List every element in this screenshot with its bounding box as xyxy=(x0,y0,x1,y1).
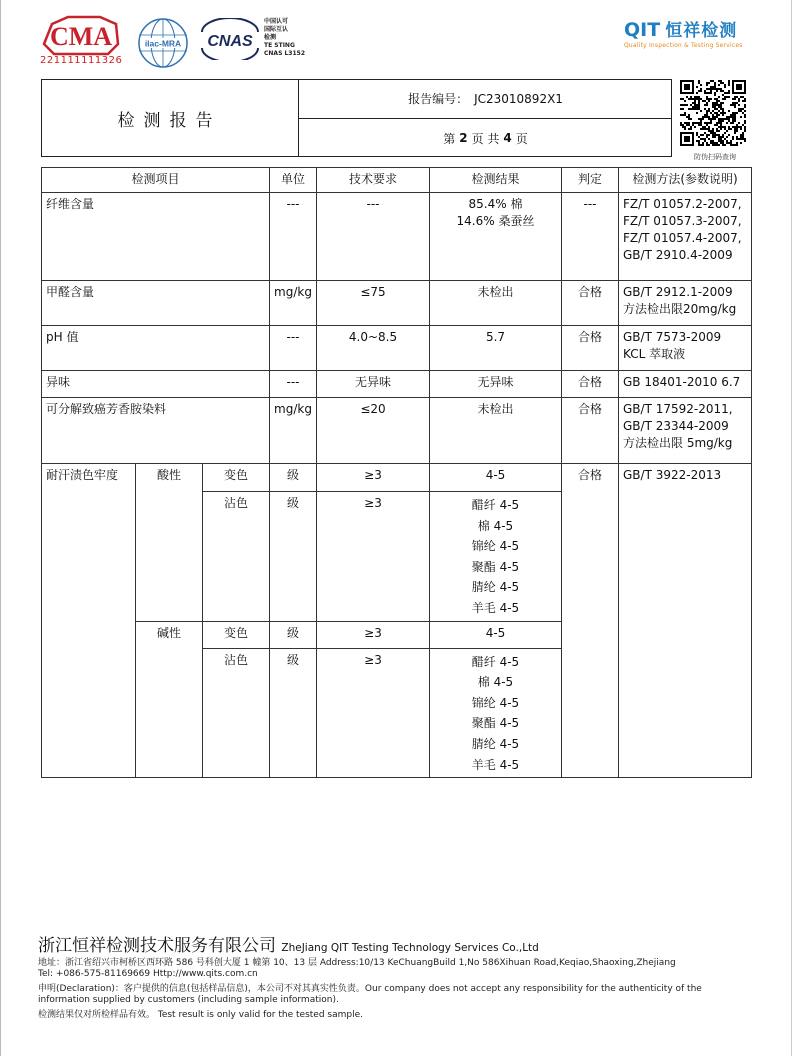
qr-code-icon[interactable] xyxy=(680,80,746,146)
method-line: GB/T 7573-2009 xyxy=(623,330,722,344)
cell-requirement: ≥3 xyxy=(317,648,430,778)
table-header-row xyxy=(42,168,752,193)
cnas-caption-line: TE STING xyxy=(264,42,295,49)
page-indicator-post: 页 xyxy=(515,131,528,146)
cell-item: 异味 xyxy=(42,371,270,398)
cell-subgroup: 碱性 xyxy=(136,621,203,778)
result-line: 棉 4-5 xyxy=(477,675,514,690)
cell-item: 甲醛含量 xyxy=(42,281,270,326)
cell-result: 未检出 xyxy=(430,281,562,326)
footer-contact: Tel: +086-575-81169669 Http://www.qits.com.cn xyxy=(38,969,258,979)
cnas-caption-line: CNAS L3152 xyxy=(264,50,306,57)
ilac-logo-text: ilac-MRA xyxy=(144,38,182,49)
cell-requirement: ≤75 xyxy=(317,281,430,326)
cnas-caption-line: 国际互认 xyxy=(264,26,289,33)
ilac-mra-logo xyxy=(137,17,189,69)
page-indicator-mid: 页 共 xyxy=(471,131,500,146)
result-line: 聚酯 4-5 xyxy=(471,559,520,574)
result-line: 聚酯 4-5 xyxy=(471,716,520,731)
header-method: 检测方法(参数说明) xyxy=(619,168,752,193)
cell-judgement: 合格 xyxy=(562,464,619,778)
cell-judgement: 合格 xyxy=(562,371,619,398)
header-judgement: 判定 xyxy=(562,168,619,193)
qr-caption: 防伪扫码查询 xyxy=(694,153,736,161)
cell-unit: 级 xyxy=(270,464,317,492)
cell-unit: 级 xyxy=(270,621,317,648)
qit-brand-letters: QIT xyxy=(624,19,661,41)
cell-requirement: 4.0~8.5 xyxy=(317,326,430,371)
method-line: 方法检出限20mg/kg xyxy=(623,302,737,316)
page-current: 2 xyxy=(459,131,468,145)
cell-method xyxy=(619,193,752,281)
cell-unit: --- xyxy=(270,326,317,371)
table-row xyxy=(42,398,752,464)
result-line: 羊毛 4-5 xyxy=(471,757,520,772)
cell-item: 耐汗渍色牢度 xyxy=(42,464,136,778)
report-number xyxy=(299,79,672,119)
cnas-caption xyxy=(264,18,305,58)
method-line: GB/T 23344-2009 xyxy=(623,419,729,433)
method-line: FZ/T 01057.2-2007, xyxy=(623,197,742,211)
page-indicator xyxy=(299,119,672,157)
qit-brand-name: 恒祥检测 xyxy=(665,21,738,41)
table-row xyxy=(42,281,752,326)
cell-judgement: 合格 xyxy=(562,326,619,371)
table-row xyxy=(42,326,752,371)
cell-judgement: --- xyxy=(562,193,619,281)
table-row xyxy=(42,464,752,492)
method-line: GB/T 17592-2011, xyxy=(623,402,733,416)
cell-result xyxy=(430,492,562,622)
cell-requirement: ≥3 xyxy=(317,464,430,492)
footer-declaration: 申明(Declaration)：客户提供的信息(包括样品信息)，本公司不对其真实性负责。Our company does not accept any responsibility for the authenticity of the xyxy=(38,984,702,994)
footer-address: 地址：浙江省绍兴市柯桥区西环路 586 号科创大厦 1 幢第 10、13 层 Address:10/13 KeChuangBuild 1,No 586Xihuan Road,Keqiao,Shaoxing,Zhejiang xyxy=(38,958,676,968)
cell-requirement: ≥3 xyxy=(317,492,430,622)
header-result: 检测结果 xyxy=(430,168,562,193)
cell-result: 5.7 xyxy=(430,326,562,371)
footer-company xyxy=(38,931,539,956)
page-right-edge xyxy=(791,0,792,1056)
cell-item: 可分解致癌芳香胺染料 xyxy=(42,398,270,464)
result-line: 85.4% 棉 xyxy=(468,197,523,211)
method-line: FZ/T 01057.3-2007, xyxy=(623,214,742,228)
cell-result: 未检出 xyxy=(430,398,562,464)
cell-item: pH 值 xyxy=(42,326,270,371)
cell-method: GB 18401-2010 6.7 xyxy=(619,371,752,398)
header-requirement: 技术要求 xyxy=(317,168,430,193)
cell-method xyxy=(619,326,752,371)
footer-validity: 检测结果仅对所检样品有效。 Test result is only valid for the tested sample. xyxy=(38,1010,363,1020)
cell-judgement: 合格 xyxy=(562,398,619,464)
page-total: 4 xyxy=(503,131,512,145)
method-line: GB/T 2910.4-2009 xyxy=(623,248,733,262)
cnas-caption-line: 检测 xyxy=(264,34,277,41)
footer-company-en: ZheJiang QIT Testing Technology Services Co.,Ltd xyxy=(281,942,539,954)
method-line: KCL 萃取液 xyxy=(623,347,686,361)
cell-unit: mg/kg xyxy=(270,398,317,464)
cell-method xyxy=(619,281,752,326)
cell-requirement: 无异味 xyxy=(317,371,430,398)
cell-method xyxy=(619,398,752,464)
result-line: 羊毛 4-5 xyxy=(471,600,520,615)
result-line: 醋纤 4-5 xyxy=(471,498,520,512)
report-number-value: JC23010892X1 xyxy=(474,91,563,106)
result-line: 棉 4-5 xyxy=(477,518,514,533)
page-left-edge xyxy=(0,0,1,1056)
cell-unit: 级 xyxy=(270,492,317,622)
cell-subgroup: 酸性 xyxy=(136,464,203,622)
cnas-caption-line: 中国认可 xyxy=(264,18,289,25)
cell-subitem: 沾色 xyxy=(203,648,270,778)
cell-requirement: --- xyxy=(317,193,430,281)
cell-unit: mg/kg xyxy=(270,281,317,326)
header-unit: 单位 xyxy=(270,168,317,193)
method-line: GB/T 2912.1-2009 xyxy=(623,285,733,299)
method-line: FZ/T 01057.4-2007, xyxy=(623,231,742,245)
cell-subitem: 沾色 xyxy=(203,492,270,622)
cell-unit: --- xyxy=(270,193,317,281)
result-line: 14.6% 桑蚕丝 xyxy=(456,214,535,228)
cell-result: 4-5 xyxy=(430,621,562,648)
qit-logo xyxy=(624,16,743,49)
cell-unit: --- xyxy=(270,371,317,398)
table-row xyxy=(42,371,752,398)
result-line: 锦纶 4-5 xyxy=(471,695,520,710)
cnas-logo xyxy=(198,18,262,60)
result-line: 腈纶 4-5 xyxy=(471,736,520,751)
result-line: 醋纤 4-5 xyxy=(471,654,520,669)
cell-requirement: ≤20 xyxy=(317,398,430,464)
cell-requirement: ≥3 xyxy=(317,621,430,648)
table-row xyxy=(42,193,752,281)
result-line: 锦纶 4-5 xyxy=(471,539,520,554)
cell-item: 纤维含量 xyxy=(42,193,270,281)
cma-logo-text: CMA xyxy=(49,22,113,51)
header-item: 检测项目 xyxy=(42,168,270,193)
report-number-label: 报告编号： xyxy=(408,92,469,106)
result-line: 腈纶 4-5 xyxy=(471,580,520,595)
qit-tagline: Quality Inspection & Testing Services xyxy=(624,42,743,49)
cell-judgement: 合格 xyxy=(562,281,619,326)
page-indicator-pre: 第 xyxy=(443,131,456,146)
report-title: 检测报告 xyxy=(41,79,299,157)
cell-result xyxy=(430,193,562,281)
method-line: 方法检出限 5mg/kg xyxy=(623,436,733,450)
cell-result: 无异味 xyxy=(430,371,562,398)
cma-number: 221111111326 xyxy=(40,55,123,66)
footer-declaration-cont: information supplied by customers (including sample information). xyxy=(38,995,339,1005)
cell-subitem: 变色 xyxy=(203,621,270,648)
cell-subitem: 变色 xyxy=(203,464,270,492)
cell-unit: 级 xyxy=(270,648,317,778)
cell-method: GB/T 3922-2013 xyxy=(619,464,752,778)
cell-result xyxy=(430,648,562,778)
results-table xyxy=(41,167,752,778)
cnas-logo-text: CNAS xyxy=(207,33,253,50)
footer-company-cn: 浙江恒祥检测技术服务有限公司 xyxy=(38,936,276,956)
cell-result: 4-5 xyxy=(430,464,562,492)
